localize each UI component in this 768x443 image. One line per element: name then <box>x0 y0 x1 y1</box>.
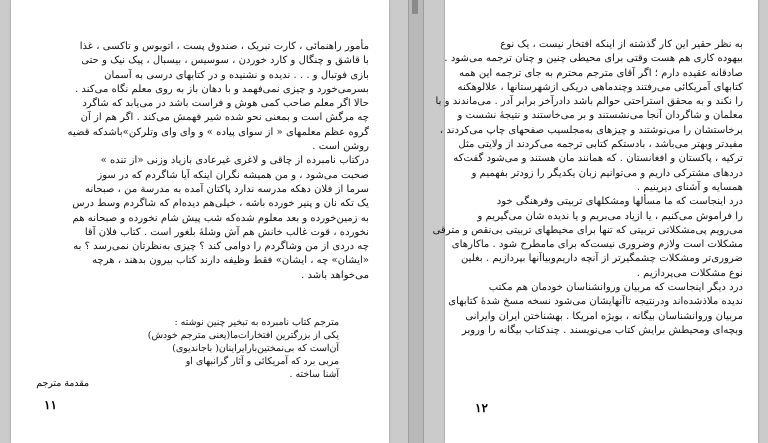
text-line: چه دردی از من وشاگردم را دوامی کند ؟ چیزی به‌نظرتان نمی‌رسد ؟ به <box>73 241 369 253</box>
text-line: ندیده ملاذشده‌اند ودرنتیجه تاآنهایشان می‌شود نسخه مسخ شدۀ کتابهای <box>448 296 743 308</box>
text-line: «ایشان» چه ، ایشان» فقط وظیفه دارند کتاب بیرون بدهند ، هرچه <box>92 255 369 267</box>
text-line: روشن است . <box>312 141 369 153</box>
page-number-left: ۱۱ <box>44 398 57 412</box>
text-line: همسایه و آشنای دیرینیم . <box>636 181 743 193</box>
text-line: ضروری‌تر ومشکلات چشمگیرتر از آنچه داریم‌وبیاآ‌نها بپردازیم . بغلین <box>460 253 743 265</box>
text-line: یک تکه نان و پنیر خورده باشه ، خیلی‌هم دیده‌ام که شاگردم وسط درس <box>72 198 369 210</box>
text-line: صادقانه عقیده دارم ؛ اگر آقای مترجم محترم به جای ترجمه این همه <box>459 67 743 79</box>
text-line: ترکیه ، پاکستان و افغانستان . که همانند مان هستند و می‌شود گفت‌که <box>453 153 743 165</box>
page-right <box>432 0 758 443</box>
text-line: مربی برد که آمریکائی و آثار گرانبهای او <box>185 356 339 367</box>
text-line: به زمین‌خورده و بعد معلوم شده‌که شب پیش شام نخورده و صبحانه هم <box>72 212 369 224</box>
text-line: مشکلات است ولازم وضروری نیست‌که برای ما‌مطرح شود . ماکارهای <box>451 239 743 251</box>
text-line: بیهوده کاری هم هست وقتی برای محیطی چنین و چنان ترجمه می‌شود . <box>444 53 743 65</box>
text-line: برخاستشان را می‌نوشتند و چیزهای به‌مجلسیب صفحهای چاپ می‌کردند ، <box>439 124 743 136</box>
text-line: نخورده ، قوت غالب خانش هم آش وشلۀ بلغور است . کتاب فلان آقا <box>84 226 369 238</box>
text-line: سرما از فلان دهکه مدرسه ندارد پاکتان آمده به مدرسة من ، صبحانه <box>85 183 369 195</box>
signature: مقدمة مترجم <box>36 378 89 389</box>
text-line: صحبت می‌شود ، و من همیشه نگران اینکه آیا شاگردم که در سوز <box>97 169 369 181</box>
text-line: را فراموش می‌کنیم ، یا ازیاد می‌بریم و یا ندیده شان می‌گیریم و <box>477 210 743 222</box>
page-left <box>11 0 389 443</box>
left-page-body <box>39 40 369 283</box>
text-line: حالا اگر معلم صاحب کمی هوش و فراست باشد در می‌یابد که شاگرد <box>82 98 369 110</box>
text-line: درکتاب نامبرده از چاقی و لاغری غیرعادی بازیاد وزنی «از تنده » <box>100 155 369 167</box>
text-line: مفیدتر وبهتر می‌باشد ، بادستکم کتابی ترجمه می‌کردند از ولایتی مثل <box>458 139 743 151</box>
text-line: بازی فوتبال و . . . ندیده و نشنیده و در کتابهای درسی به آسمان <box>104 69 369 81</box>
translator-note <box>49 316 339 381</box>
text-line: کتابهای آمریکائی می‌رفتند وچندماهی دریکی ازشهرستانها ، علالوهکنه <box>457 81 743 93</box>
text-line: به نظر حقیر این کار گذشته از اینکه افتخار نیست ، یک نوع <box>500 39 743 50</box>
text-line: وبچه‌ای ومحیطش برایش کتاب می‌نویسند . چندکتاب بیگانه را وروبر <box>461 324 743 336</box>
text-line: چه مرگش است و بمعنی نحو شده شیر فهمش می‌کند . اگر هم از آن <box>80 112 369 124</box>
scroll-thumb[interactable] <box>412 0 418 14</box>
text-line: یکی از بزرگترین افتخارات‌ما(یعنی مترجم خودش) <box>147 330 339 341</box>
text-line: می‌خواهد باشد . <box>301 269 369 281</box>
text-line: درد اینجاست که ما مسألها ومشکلهای تربیتی وفرهنگی خود <box>496 196 743 208</box>
text-line: با قاشق و چنگال و کارد خوردن ، سوسیس ، بیسبال ، پیک نیک و حتی <box>81 55 369 67</box>
text-line: مأمور راهنمائی ، کارت تبریک ، صندوق پست ، اتوبوس و تاکسی ، غذا <box>79 41 369 52</box>
page-number-right: ۱۲ <box>475 401 488 415</box>
page-divider-scrollbar[interactable] <box>408 0 424 443</box>
text-line: می‌رویم پی‌مشکلاتی تربیتی که تنها برای محیطهای تربیتی بی‌نقص و مترقی <box>432 224 743 236</box>
text-line: آن‌است که بی‌نمختین‌بار‌ایر‌اینان( باجاندیوی‌) <box>172 343 339 354</box>
text-line: آشنا ساخته . <box>289 369 339 380</box>
text-line: بسرمی‌خورد و چیزی نمی‌فهمد و با دهان باز به روی معلم نگاه می‌کند . <box>75 83 369 95</box>
text-line: نوع مشکلات می‌پردازیم . <box>636 267 743 279</box>
text-line: مربیان وروانشناسان بیگانه ، بویژه امریکا . بهشناختن ایران وایرانی <box>465 310 743 322</box>
text-line: را نکند و به محقق استراحتی حوالم باشد دادرآخر برابر آدر . می‌ماندند و با <box>435 96 743 108</box>
text-line: مترجم کتاب نامبرده به تبخیر چنین نوشته : <box>174 317 339 328</box>
text-line: گروه عظم معلمهای « از سوای پیاده » و وای وای وتلرکن»باشدکه قضیه <box>67 126 369 138</box>
text-line: معلمان و شاگردان آنجا می‌نشستند و بر می‌خاستند و نتیجهٔ نشست و <box>457 110 743 122</box>
text-line: درد دیگر اینجاست که مربیان وروانشناسان خودمان هم مکتب <box>488 282 743 294</box>
text-line: دردهای مشترکی داریم و می‌توانیم زبان یکدیگر را زودتر بفهمیم و <box>471 167 743 179</box>
right-page-body <box>432 38 743 338</box>
